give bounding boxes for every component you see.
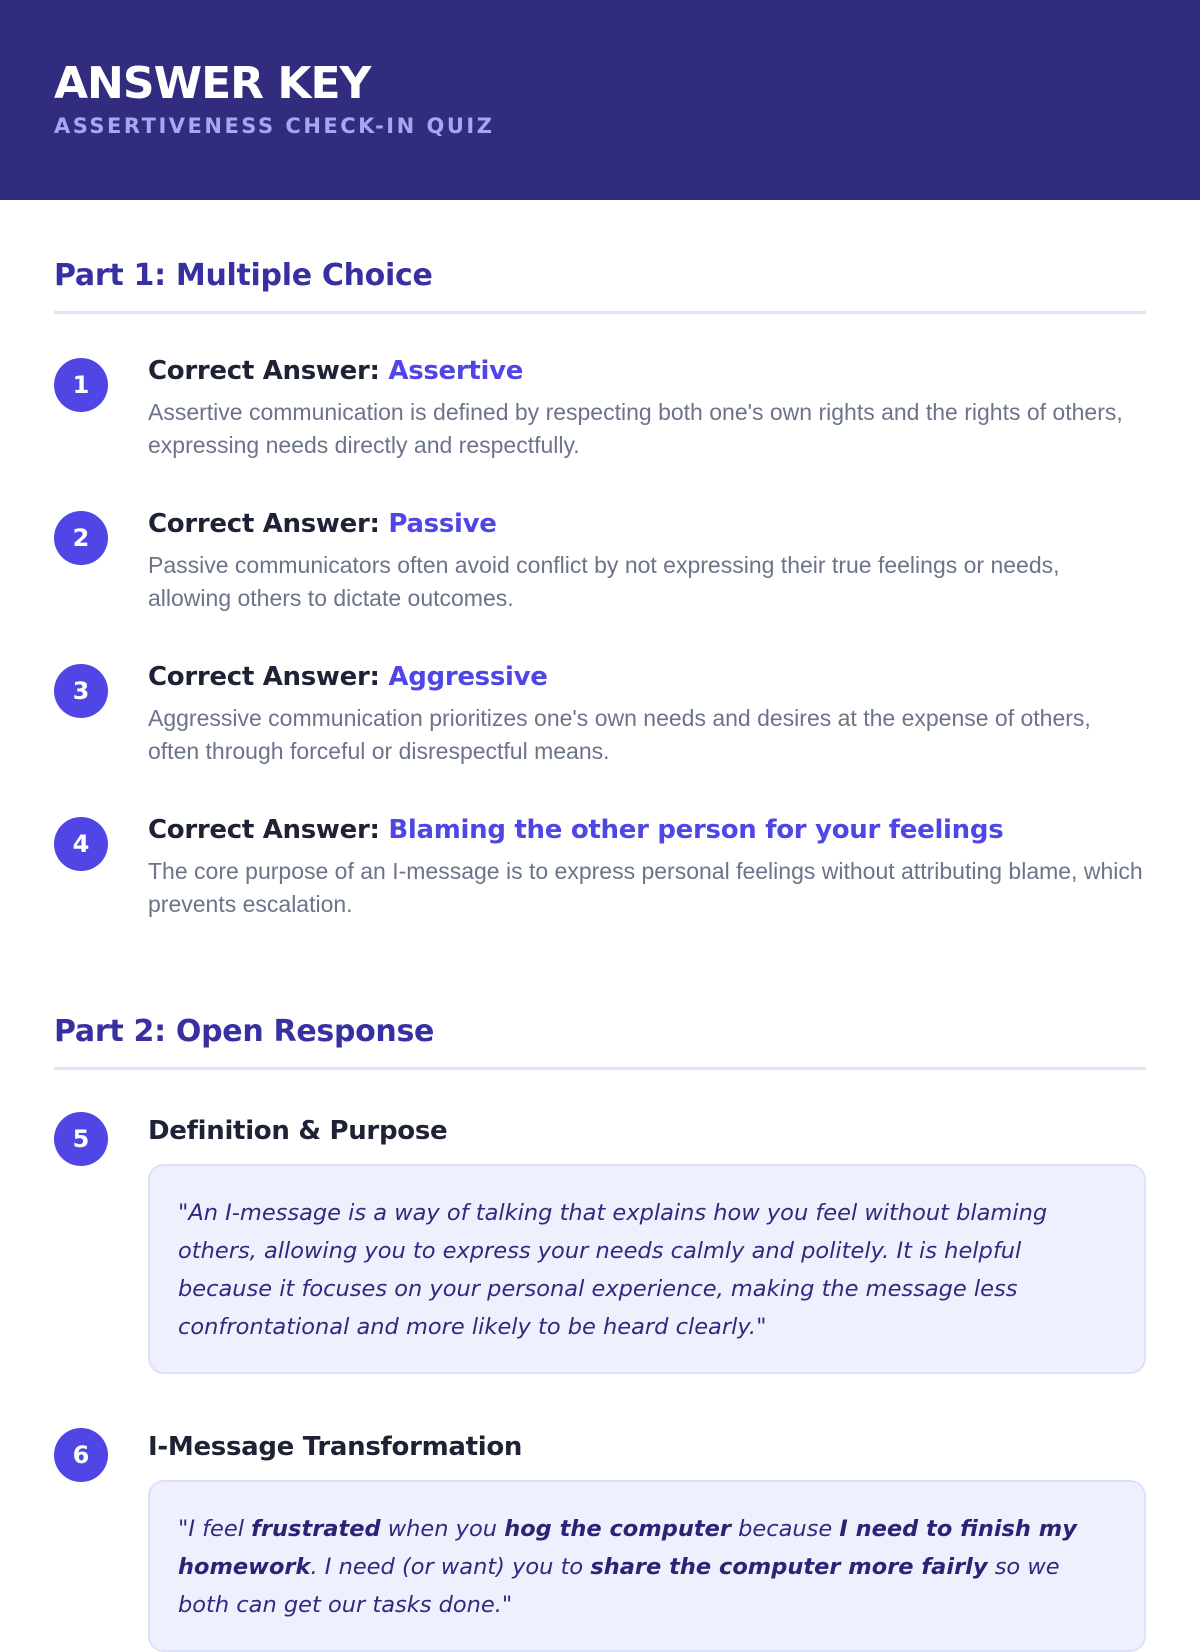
question-number-badge: 6	[54, 1428, 108, 1482]
answer-line	[148, 354, 1146, 388]
answer-prefix: Correct Answer:	[148, 815, 380, 845]
section-title: Part 2: Open Response	[54, 1014, 1146, 1070]
answer-value: Passive	[388, 509, 497, 539]
response-item	[54, 1428, 1146, 1652]
answer-value: Assertive	[388, 356, 524, 386]
quote-highlight: hog the computer	[504, 1516, 731, 1542]
answer-value: Aggressive	[388, 662, 548, 692]
quote-text: because	[730, 1516, 840, 1542]
answer-prefix: Correct Answer:	[148, 509, 380, 539]
response-list	[54, 1112, 1146, 1652]
answer-line	[148, 813, 1146, 847]
page-header	[0, 0, 1200, 200]
response-body	[148, 1428, 1146, 1652]
quote-highlight: I need to finish my homework	[178, 1516, 1077, 1580]
response-label: Definition & Purpose	[148, 1116, 448, 1146]
answer-line	[148, 507, 1146, 541]
answer-prefix: Correct Answer:	[148, 662, 380, 692]
question-number-badge: 5	[54, 1112, 108, 1166]
question-number-badge: 4	[54, 817, 108, 871]
question-number-badge: 1	[54, 358, 108, 412]
quote-text: when you	[380, 1516, 505, 1542]
answer-value: Blaming the other person for your feelings	[388, 815, 1004, 845]
response-body	[148, 1112, 1146, 1374]
question-number-badge: 2	[54, 511, 108, 565]
quote-highlight: share the computer more fairly	[590, 1554, 988, 1580]
answer-explanation: Aggressive communication prioritizes one's own needs and desires at the expense of others, often through forceful or disrespectful means.	[148, 705, 1091, 764]
answer-explanation: The core purpose of an I-message is to express personal feelings without attributing blame, which prevents escalation.	[148, 858, 1143, 917]
answer-item	[54, 354, 1146, 507]
main-content	[0, 258, 1200, 1652]
answer-body	[148, 507, 1146, 615]
answer-explanation: Assertive communication is defined by respecting both one's own rights and the rights of others, expressing needs directly and respectfully.	[148, 399, 1123, 458]
quote-text: . I need (or want) you to	[310, 1554, 591, 1580]
answer-item	[54, 507, 1146, 660]
answer-list	[54, 354, 1146, 966]
sample-answer-box	[148, 1480, 1146, 1652]
answer-body	[148, 660, 1146, 768]
page-title: ANSWER KEY	[54, 58, 371, 109]
quote-highlight: frustrated	[251, 1516, 381, 1542]
answer-line	[148, 660, 1146, 694]
section-title: Part 1: Multiple Choice	[54, 258, 1146, 314]
section-open-response	[54, 1014, 1146, 1652]
answer-body	[148, 813, 1146, 921]
answer-explanation: Passive communicators often avoid conflict by not expressing their true feelings or needs, allowing others to dictate outcomes.	[148, 552, 1060, 611]
response-item	[54, 1112, 1146, 1374]
question-number-badge: 3	[54, 664, 108, 718]
response-label: I-Message Transformation	[148, 1432, 523, 1462]
section-multiple-choice	[54, 258, 1146, 966]
answer-body	[148, 354, 1146, 462]
quote-text: "I feel	[178, 1516, 252, 1542]
sample-answer-box: "An I-message is a way of talking that explains how you feel without blaming others, allowing you to express your needs calmly and politely. It is helpful because it focuses on your personal experience, making the message less confrontational and more likely to be heard clearly."	[148, 1164, 1146, 1374]
quote-text: so we both can get our tasks done."	[178, 1554, 1060, 1618]
answer-item	[54, 660, 1146, 813]
answer-prefix: Correct Answer:	[148, 356, 380, 386]
answer-item	[54, 813, 1146, 966]
page-subtitle: ASSERTIVENESS CHECK-IN QUIZ	[54, 114, 495, 138]
